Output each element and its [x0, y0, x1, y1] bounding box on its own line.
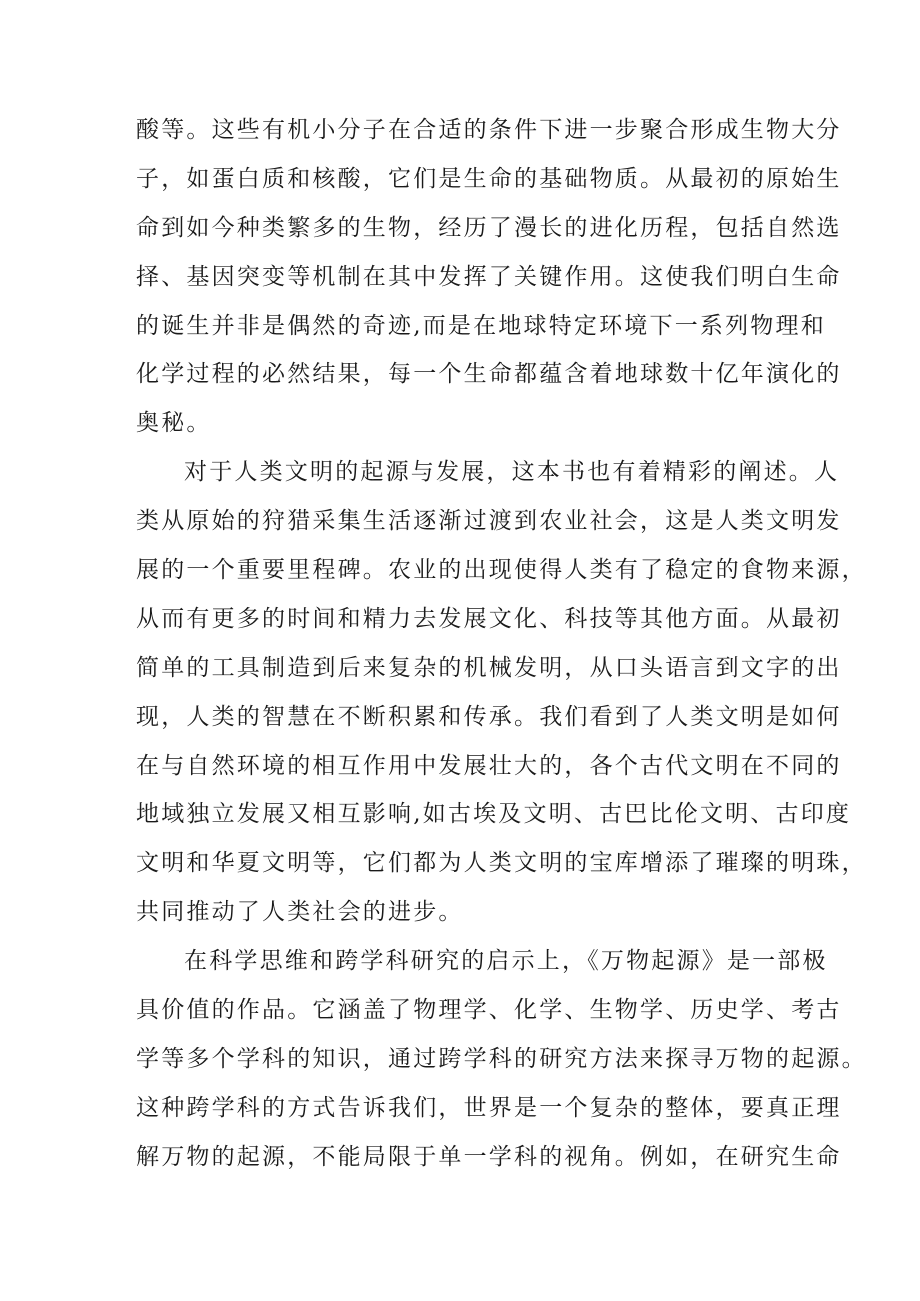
text-line: 子，如蛋白质和核酸，它们是生命的基础物质。从最初的原始生: [136, 165, 842, 192]
text-line: 展的一个重要里程碑。农业的出现使得人类有了稳定的食物来源，: [136, 557, 867, 584]
text-line: 解万物的起源，不能局限于单一学科的视角。例如，在研究生命: [136, 1143, 842, 1170]
paragraph-first-line: 对于人类文明的起源与发展，这本书也有着精彩的阐述。人: [184, 459, 840, 486]
text-line: 在与自然环境的相互作用中发展壮大的，各个古代文明在不同的: [136, 752, 842, 779]
text-line: 地域独立发展又相互影响,如古埃及文明、古巴比伦文明、古印度: [136, 801, 852, 828]
text-line: 共同推动了人类社会的进步。: [136, 899, 464, 926]
text-line: 学等多个学科的知识，通过跨学科的研究方法来探寻万物的起源。: [136, 1045, 867, 1072]
text-line: 类从原始的狩猎采集生活逐渐过渡到农业社会，这是人类文明发: [136, 508, 842, 535]
paragraph-first-line: 在科学思维和跨学科研究的启示上，《万物起源》是一部极: [184, 948, 828, 975]
document-body: [136, 106, 867, 1182]
text-line: 的诞生并非是偶然的奇迹,而是在地球特定环境下一系列物理和: [136, 312, 826, 339]
text-line: 现，人类的智慧在不断积累和传承。我们看到了人类文明是如何: [136, 703, 842, 730]
text-line: 酸等。这些有机小分子在合适的条件下进一步聚合形成生物大分: [136, 117, 842, 143]
text-line: 奥秘。: [136, 410, 212, 437]
text-line: 文明和华夏文明等，它们都为人类文明的宝库增添了璀璨的明珠，: [136, 850, 867, 877]
text-line: 择、基因突变等机制在其中发挥了关键作用。这使我们明白生命: [136, 263, 842, 290]
text-line: 具价值的作品。它涵盖了物理学、化学、生物学、历史学、考古: [136, 997, 842, 1024]
text-line: 化学过程的必然结果，每一个生命都蕴含着地球数十亿年演化的: [136, 361, 842, 388]
text-line: 从而有更多的时间和精力去发展文化、科技等其他方面。从最初: [136, 605, 842, 632]
text-line: 命到如今种类繁多的生物，经历了漫长的进化历程，包括自然选: [136, 214, 842, 241]
text-line: 简单的工具制造到后来复杂的机械发明，从口头语言到文字的出: [136, 654, 842, 681]
text-line: 这种跨学科的方式告诉我们，世界是一个复杂的整体，要真正理: [136, 1094, 842, 1121]
